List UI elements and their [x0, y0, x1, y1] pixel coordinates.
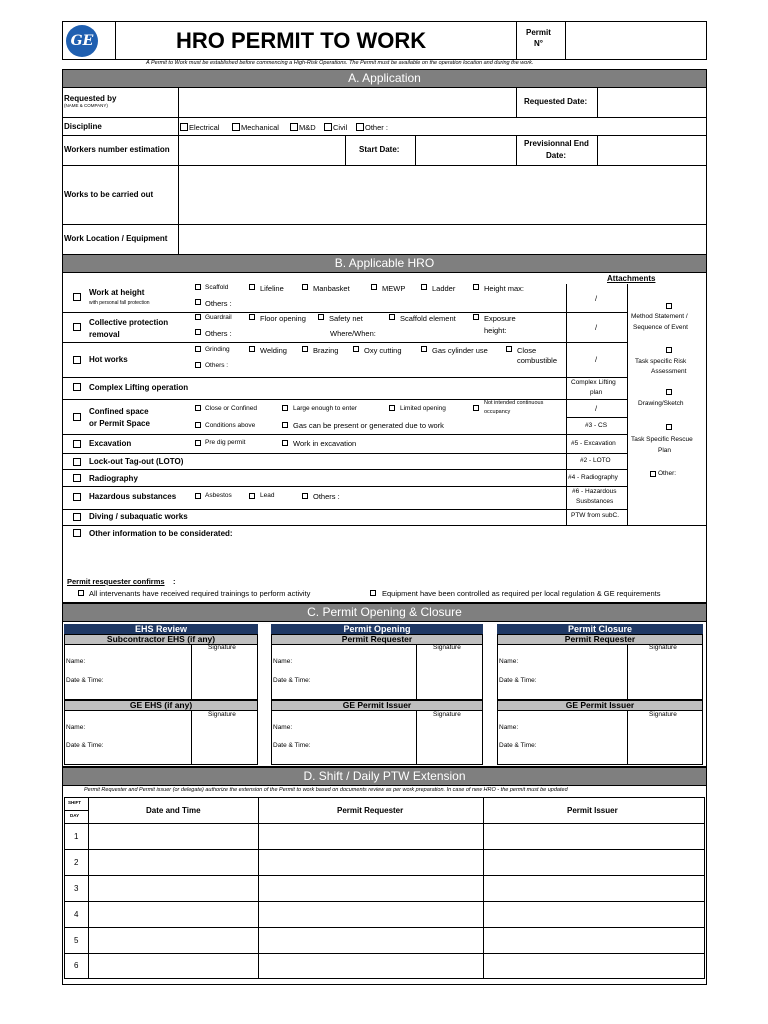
- work-at-height-sublabel: with personal fall protection: [89, 300, 150, 306]
- requested-by-field[interactable]: [179, 88, 515, 116]
- works-field[interactable]: [179, 166, 706, 223]
- hazardous-others-label: Others :: [313, 492, 340, 501]
- opening-requester-name-label: Name:: [273, 658, 293, 665]
- row-number-2: 2: [74, 858, 79, 867]
- close-combustible-checkbox[interactable]: [506, 346, 512, 352]
- opening-requester-signature-label: Signature: [433, 644, 461, 651]
- loto-label: Lock-out Tag-out (LOTO): [89, 457, 184, 466]
- other-info-label: Other information to be considerated:: [89, 529, 233, 538]
- attachment-other-label: Other:: [658, 470, 677, 477]
- closure-issuer-date-label: Date & Time:: [499, 742, 537, 749]
- closure-issuer-name-label: Name:: [499, 724, 519, 731]
- close-confined-label: Close or Confined: [205, 405, 258, 412]
- exposure-height-label: height:: [484, 326, 507, 335]
- hazardous-attachment-1: #6 - Hazardous: [572, 488, 617, 495]
- location-label: Work Location / Equipment: [64, 234, 168, 243]
- drawing-checkbox[interactable]: [666, 389, 672, 395]
- excavation-attachment: #5 - Excavation: [571, 440, 616, 447]
- permit-requester-header: Permit Requester: [337, 806, 404, 815]
- opening-issuer-header: GE Permit Issuer: [271, 700, 483, 711]
- excavation-checkbox[interactable]: [73, 440, 81, 448]
- not-continuous-label: Not intended continuous: [484, 400, 544, 406]
- welding-checkbox[interactable]: [249, 346, 255, 352]
- method-statement-label-2: Sequence of Event: [633, 324, 688, 331]
- date-time-header: Date and Time: [146, 806, 201, 815]
- confirm-equipment-checkbox[interactable]: [370, 590, 376, 596]
- occupancy-label: occupancy: [484, 409, 511, 415]
- grinding-label: Grinding: [205, 346, 230, 353]
- pre-dig-label: Pre dig permit: [205, 439, 246, 446]
- height-attachment: /: [595, 294, 598, 303]
- radiography-checkbox[interactable]: [73, 474, 81, 482]
- collective-others-label: Others :: [205, 329, 232, 338]
- discipline-civil-checkbox[interactable]: [324, 123, 332, 131]
- gas-cylinder-checkbox[interactable]: [421, 346, 427, 352]
- confined-space-checkbox[interactable]: [73, 413, 81, 421]
- closure-issuer-header: GE Permit Issuer: [497, 700, 703, 711]
- hot-others-label: Others :: [205, 362, 229, 369]
- section-a-title: A. Application: [62, 69, 707, 88]
- combustible-label: combustible: [517, 356, 558, 365]
- close-combustible-label: Close: [517, 346, 537, 355]
- oxy-cutting-label: Oxy cutting: [364, 346, 402, 355]
- diving-attachment: PTW from subC.: [571, 512, 620, 519]
- method-statement-label-1: Method Statement /: [631, 313, 688, 320]
- risk-assessment-label-1: Task specific Risk: [635, 358, 687, 365]
- workers-field[interactable]: [179, 136, 344, 164]
- rescue-plan-checkbox[interactable]: [666, 424, 672, 430]
- permit-opening-header: Permit Opening: [271, 624, 483, 634]
- closure-requester-name-label: Name:: [499, 658, 519, 665]
- brazing-label: Brazing: [313, 346, 339, 355]
- work-at-height-checkbox[interactable]: [73, 293, 81, 301]
- section-d-note: Permit Requester and Permit issuer (or delegate) authorize the extension of the Permit to work based on documents review as per work preparation. In case of new HRO - the permit must be updated: [84, 787, 568, 793]
- lifeline-checkbox[interactable]: [249, 284, 255, 290]
- hot-attachment: /: [595, 355, 598, 364]
- location-field[interactable]: [179, 225, 706, 254]
- welding-label: Welding: [260, 346, 287, 355]
- sub-ehs-signature-label: Signature: [208, 644, 236, 651]
- ladder-label: Ladder: [432, 284, 456, 293]
- logo-text: GE: [70, 33, 94, 49]
- hazardous-attachment-2: Susbstances: [576, 498, 614, 505]
- discipline-electrical-label: Electrical: [189, 123, 220, 132]
- diving-label: Diving / subaquatic works: [89, 512, 188, 521]
- discipline-civil-label: Civil: [333, 123, 348, 132]
- hot-others-checkbox[interactable]: [195, 362, 201, 368]
- height-others-checkbox[interactable]: [195, 299, 201, 305]
- closure-requester-signature-label: Signature: [649, 644, 677, 651]
- confirm-trainings-label: All intervenants have received required trainings to perform activity: [89, 589, 311, 598]
- confined-attachment: /: [595, 404, 598, 413]
- extension-table: [64, 797, 705, 979]
- start-date-label: Start Date:: [359, 145, 400, 154]
- height-max-label: Height max:: [484, 284, 525, 293]
- header-divider-2: [516, 21, 517, 60]
- oxy-cutting-checkbox[interactable]: [353, 346, 359, 352]
- large-enough-label: Large enough to enter: [293, 405, 357, 412]
- collective-others-checkbox[interactable]: [195, 329, 201, 335]
- section-b-title: B. Applicable HRO: [62, 254, 707, 273]
- confined-space-label-2: or Permit Space: [89, 419, 150, 428]
- safety-net-checkbox[interactable]: [318, 314, 324, 320]
- discipline-md-checkbox[interactable]: [290, 123, 298, 131]
- risk-assessment-label-2: Assessment: [651, 368, 687, 375]
- end-date-label-1: Previsionnal End: [524, 139, 589, 148]
- close-confined-checkbox[interactable]: [195, 405, 201, 411]
- exposure-label: Exposure: [484, 314, 516, 323]
- mewp-label: MEWP: [382, 284, 406, 293]
- start-date-field[interactable]: [416, 136, 515, 164]
- conditions-above-label: Conditions above: [205, 422, 256, 429]
- sub-ehs-name-label: Name:: [66, 658, 86, 665]
- opening-requester-date-label: Date & Time:: [273, 677, 311, 684]
- row-number-5: 5: [74, 936, 79, 945]
- closure-requester-header: Permit Requester: [497, 634, 703, 645]
- collective-protection-label-2: removal: [89, 330, 120, 339]
- manbasket-checkbox[interactable]: [302, 284, 308, 290]
- limited-opening-checkbox[interactable]: [389, 405, 395, 411]
- ge-ehs-header: GE EHS (if any): [64, 700, 258, 711]
- asbestos-checkbox[interactable]: [195, 493, 201, 499]
- manbasket-label: Manbasket: [313, 284, 350, 293]
- complex-lifting-label: Complex Lifting operation: [89, 383, 189, 392]
- brazing-checkbox[interactable]: [302, 346, 308, 352]
- closure-requester-date-label: Date & Time:: [499, 677, 537, 684]
- mewp-checkbox[interactable]: [371, 284, 377, 290]
- discipline-electrical-checkbox[interactable]: [180, 123, 188, 131]
- sub-ehs-date-label: Date & Time:: [66, 677, 104, 684]
- header-notice: A Permit to Work must be established before commencing a High-Risk Operations. The Permit must be available on the operation location and during the work.: [146, 60, 534, 66]
- permit-issuer-header: Permit Issuer: [567, 806, 618, 815]
- guardrail-checkbox[interactable]: [195, 314, 201, 320]
- work-in-excavation-label: Work in excavation: [293, 439, 357, 448]
- not-continuous-checkbox[interactable]: [473, 405, 479, 411]
- drawing-label: Drawing/Sketch: [638, 400, 684, 407]
- row-number-4: 4: [74, 910, 79, 919]
- rescue-plan-label-1: Task Specific Rescue: [631, 436, 693, 443]
- limited-opening-label: Limited opening: [400, 405, 446, 412]
- ehs-review-header: EHS Review: [64, 624, 258, 634]
- hot-works-label: Hot works: [89, 355, 128, 364]
- other-info-field[interactable]: [89, 542, 699, 572]
- discipline-other-checkbox[interactable]: [356, 123, 364, 131]
- requested-date-field[interactable]: [598, 88, 706, 116]
- collective-attachment: /: [595, 323, 598, 332]
- end-date-label-2: Date:: [546, 151, 567, 160]
- safety-net-label: Safety net: [329, 314, 363, 323]
- pre-dig-checkbox[interactable]: [195, 440, 201, 446]
- gas-present-label: Gas can be present or generated due to work: [293, 421, 444, 430]
- grinding-checkbox[interactable]: [195, 346, 201, 352]
- confirms-colon: :: [173, 577, 176, 586]
- attachments-title: Attachments: [607, 274, 656, 283]
- ge-ehs-name-label: Name:: [66, 724, 86, 731]
- loto-checkbox[interactable]: [73, 458, 81, 466]
- scaffold-element-label: Scaffold element: [400, 314, 456, 323]
- exposure-checkbox[interactable]: [473, 314, 479, 320]
- requested-by-sublabel: (NAME & COMPANY): [64, 103, 108, 108]
- opening-issuer-name-label: Name:: [273, 724, 293, 731]
- page-title: HRO PERMIT TO WORK: [176, 28, 427, 53]
- lifting-attachment-1: Complex Lifting: [571, 379, 616, 386]
- hot-works-checkbox[interactable]: [73, 356, 81, 364]
- radiography-label: Radiography: [89, 474, 138, 483]
- work-in-excavation-checkbox[interactable]: [282, 440, 288, 446]
- permit-label-2: N°: [534, 39, 543, 48]
- asbestos-label: Asbestos: [205, 492, 232, 499]
- discipline-mechanical-label: Mechanical: [241, 123, 279, 132]
- header-divider-1: [115, 21, 116, 60]
- lead-label: Lead: [260, 492, 275, 499]
- height-others-label: Others :: [205, 299, 232, 308]
- permit-label-1: Permit: [526, 28, 551, 37]
- works-label: Works to be carried out: [64, 190, 154, 199]
- lifting-attachment-2: plan: [590, 389, 603, 396]
- section-d-title: D. Shift / Daily PTW Extension: [62, 767, 707, 786]
- risk-assessment-checkbox[interactable]: [666, 347, 672, 353]
- permit-number-field[interactable]: [566, 22, 706, 59]
- other-info-checkbox[interactable]: [73, 529, 81, 537]
- opening-issuer-signature-label: Signature: [433, 711, 461, 718]
- permit-closure-header: Permit Closure: [497, 624, 703, 634]
- diving-checkbox[interactable]: [73, 513, 81, 521]
- work-at-height-label: Work at height: [89, 288, 145, 297]
- gas-cylinder-label: Gas cylinder use: [432, 346, 488, 355]
- conditions-above-checkbox[interactable]: [195, 422, 201, 428]
- requested-date-label: Requested Date:: [524, 97, 588, 106]
- collective-protection-label-1: Collective protection: [89, 318, 169, 327]
- end-date-field[interactable]: [598, 136, 706, 164]
- closure-issuer-signature-label: Signature: [649, 711, 677, 718]
- large-enough-checkbox[interactable]: [282, 405, 288, 411]
- ge-ehs-signature-label: Signature: [208, 711, 236, 718]
- opening-requester-header: Permit Requester: [271, 634, 483, 645]
- discipline-md-label: M&D: [299, 123, 316, 132]
- ladder-checkbox[interactable]: [421, 284, 427, 290]
- confirm-trainings-checkbox[interactable]: [78, 590, 84, 596]
- lifeline-label: Lifeline: [260, 284, 284, 293]
- workers-label: Workers number estimation: [64, 145, 170, 154]
- requested-by-label: Requested by: [64, 94, 117, 103]
- collective-protection-checkbox[interactable]: [73, 323, 81, 331]
- discipline-mechanical-checkbox[interactable]: [232, 123, 240, 131]
- ge-logo: [66, 25, 98, 57]
- section-c-title: C. Permit Opening & Closure: [62, 603, 707, 622]
- shift-header: SHIFT: [68, 800, 81, 805]
- excavation-label: Excavation: [89, 439, 132, 448]
- confined-attachment-cs: #3 - CS: [585, 422, 608, 429]
- confirms-title: Permit resquester confirms: [67, 577, 165, 586]
- scaffold-element-checkbox[interactable]: [389, 314, 395, 320]
- discipline-label: Discipline: [64, 122, 102, 131]
- complex-lifting-checkbox[interactable]: [73, 383, 81, 391]
- floor-opening-label: Floor opening: [260, 314, 306, 323]
- opening-issuer-date-label: Date & Time:: [273, 742, 311, 749]
- hazardous-checkbox[interactable]: [73, 493, 81, 501]
- hazardous-label: Hazardous substances: [89, 492, 177, 501]
- height-max-checkbox[interactable]: [473, 284, 479, 290]
- floor-opening-checkbox[interactable]: [249, 314, 255, 320]
- method-statement-checkbox[interactable]: [666, 303, 672, 309]
- confirm-equipment-label: Equipment have been controlled as required per local regulation & GE requirements: [382, 589, 661, 598]
- gas-present-checkbox[interactable]: [282, 422, 288, 428]
- discipline-other-label: Other :: [365, 123, 388, 132]
- confined-space-label-1: Confined space: [89, 407, 149, 416]
- ge-ehs-date-label: Date & Time:: [66, 742, 104, 749]
- row-number-6: 6: [74, 961, 79, 970]
- lead-checkbox[interactable]: [249, 493, 255, 499]
- hazardous-others-checkbox[interactable]: [302, 493, 308, 499]
- day-header: DAY: [70, 813, 80, 818]
- radiography-attachment: #4 - Radiography: [568, 474, 618, 481]
- row-number-1: 1: [74, 832, 79, 841]
- loto-attachment: #2 - LOTO: [580, 457, 611, 464]
- where-when-label: Where/When:: [330, 329, 376, 338]
- scaffold-label: Scaffold: [205, 284, 229, 291]
- attachment-other-checkbox[interactable]: [650, 471, 656, 477]
- row-number-3: 3: [74, 884, 79, 893]
- guardrail-label: Guardrail: [205, 314, 232, 321]
- rescue-plan-label-2: Plan: [658, 447, 672, 454]
- scaffold-checkbox[interactable]: [195, 284, 201, 290]
- sub-ehs-header: Subcontractor EHS (if any): [64, 634, 258, 645]
